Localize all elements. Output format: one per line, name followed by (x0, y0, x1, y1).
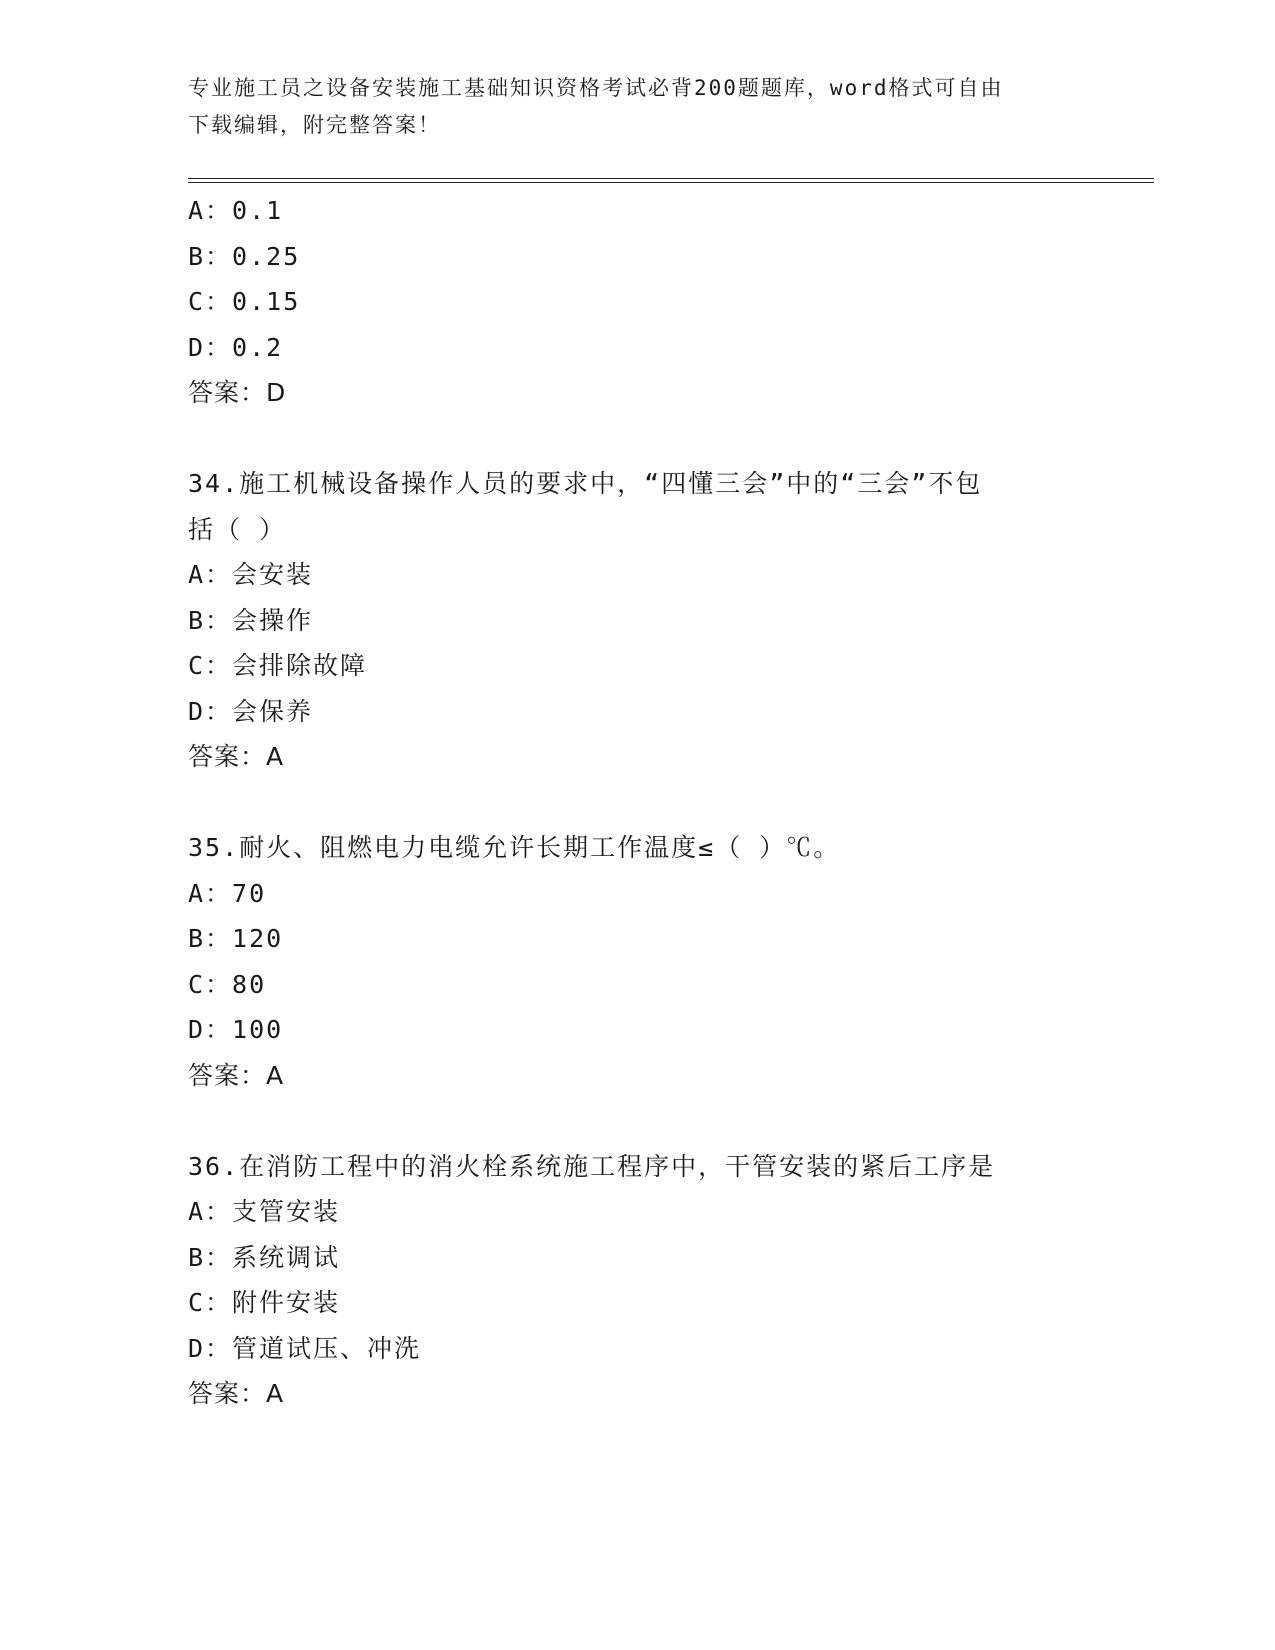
answer-line: 答案：D (188, 378, 287, 407)
question-stem-line-1: 35.耐火、阻燃电力电缆允许长期工作温度≤（ ）℃。 (188, 833, 841, 862)
option-a: A：支管安装 (188, 1197, 341, 1226)
option-c: C：0.15 (188, 287, 301, 316)
header-divider-top (188, 178, 1154, 179)
answer-line: 答案：A (188, 1060, 285, 1090)
question-stem-line-2: 括（ ） (188, 514, 287, 544)
answer-line: 答案：A (188, 1379, 285, 1408)
option-c: C：80 (188, 969, 267, 999)
header-title-line-1: 专业施工员之设备安装施工基础知识资格考试必背200题题库，word格式可自由 (188, 76, 1004, 100)
option-d: D：会保养 (188, 696, 314, 726)
header-divider-bottom (188, 182, 1154, 183)
question-35 (188, 825, 1088, 1098)
option-b: B：系统调试 (188, 1242, 341, 1272)
question-stem-line-1: 36.在消防工程中的消火栓系统施工程序中，干管安装的紧后工序是 (188, 1151, 996, 1181)
option-a: A：会安装 (188, 560, 314, 589)
option-c: C：附件安装 (188, 1288, 341, 1317)
option-a: A：0.1 (188, 196, 284, 225)
question-33 (188, 188, 1088, 416)
option-b: B：会操作 (188, 605, 314, 635)
option-d: D：100 (188, 1015, 284, 1044)
question-list (188, 188, 1088, 1417)
question-stem-line-1: 34.施工机械设备操作人员的要求中，“四懂三会”中的“三会”不包 (188, 469, 983, 498)
page-header (188, 70, 1088, 144)
question-36 (188, 1144, 1088, 1417)
option-c: C：会排除故障 (188, 651, 368, 680)
header-title-line-2: 下载编辑，附完整答案！ (188, 113, 441, 137)
option-d: D：管道试压、冲洗 (188, 1333, 422, 1363)
question-34 (188, 461, 1088, 780)
option-b: B：120 (188, 924, 284, 953)
option-b: B：0.25 (188, 241, 301, 271)
option-d: D：0.2 (188, 332, 284, 362)
option-a: A：70 (188, 878, 267, 908)
answer-line: 答案：A (188, 742, 285, 771)
